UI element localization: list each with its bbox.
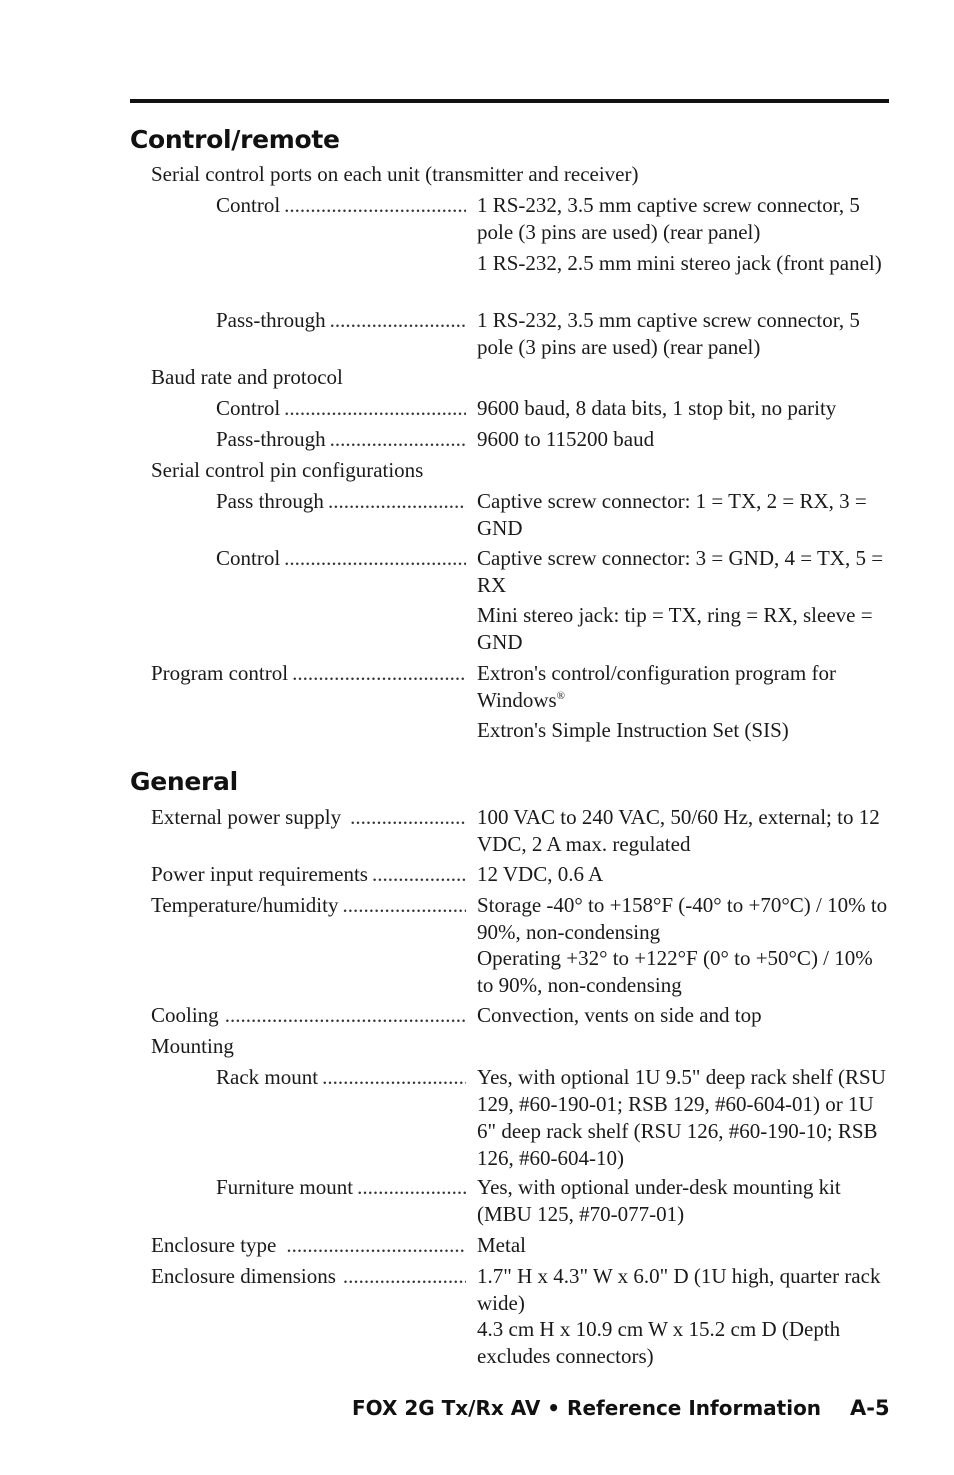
spec-value: 12 VDC, 0.6 A [477,862,604,886]
spec-value: Metal [477,1233,526,1257]
spec-label: Pass through [216,489,324,513]
spec-value: 9600 to 115200 baud [477,427,655,451]
spec-label: Control [216,546,281,570]
spec-value: Operating +32° to +122°F (0° to +50°C) / 10% to 90%, non-condensing [477,946,873,997]
spec-value: Extron's Simple Instruction Set (SIS) [477,718,789,742]
spec-value: Storage -40° to +158°F (-40° to +70°C) / 10% to 90%, non-condensing [477,893,888,944]
spec-label: Power input requirements [151,862,368,886]
spec-label: External power supply [151,805,342,829]
spec-label: Pass-through [216,308,326,332]
footer-title: FOX 2G Tx/Rx AV • Reference Information [352,1396,822,1420]
top-rule [130,99,889,103]
spec-value: Convection, vents on side and top [477,1003,762,1027]
spec-value: 1 RS-232, 2.5 mm mini stereo jack (front panel) [477,251,882,275]
spec-value: Mini stereo jack: tip = TX, ring = RX, sleeve = GND [477,603,873,654]
spec-value: 1.7" H x 4.3" W x 6.0" D (1U high, quarter rack wide) [477,1264,881,1315]
baud-label: Baud rate and protocol [151,365,343,389]
spec-label: Program control [151,661,289,685]
spec-label: Rack mount [216,1065,319,1089]
spec-label: Control [216,193,281,217]
spec-label: Temperature/humidity [151,893,339,917]
spec-label: Enclosure type [151,1233,277,1257]
mounting-label: Mounting [151,1034,234,1058]
registered-mark: ® [556,690,566,702]
spec-value: Extron's control/configuration program for Windows® [477,661,836,712]
serial-ports-label: Serial control ports on each unit (transmitter and receiver) [151,162,639,186]
spec-label: Enclosure dimensions [151,1264,336,1288]
pin-config-label: Serial control pin configurations [151,458,424,482]
spec-value: 1 RS-232, 3.5 mm captive screw connector, 5 pole (3 pins are used) (rear panel) [477,308,860,359]
section-heading-control-remote: Control/remote [130,125,340,154]
page-number: A-5 [850,1396,890,1420]
spec-value: Captive screw connector: 1 = TX, 2 = RX, 3 = GND [477,489,867,540]
spec-label: Furniture mount [216,1175,354,1199]
spec-value: 4.3 cm H x 10.9 cm W x 15.2 cm D (Depth excludes connectors) [477,1317,841,1368]
spec-value: 1 RS-232, 3.5 mm captive screw connector, 5 pole (3 pins are used) (rear panel) [477,193,860,244]
spec-value: Yes, with optional 1U 9.5" deep rack shelf (RSU 129, #60-190-01; RSB 129, #60-604-01) or 1U 6" deep rack shelf (RSU 126, #60-190-10; RSB 126, #60-604-10) [477,1065,886,1170]
spec-value: 9600 baud, 8 data bits, 1 stop bit, no parity [477,396,837,420]
spec-label: Cooling [151,1003,219,1027]
spec-label: Pass-through [216,427,326,451]
spec-value: 100 VAC to 240 VAC, 50/60 Hz, external; to 12 VDC, 2 A max. regulated [477,805,880,856]
spec-value: Yes, with optional under-desk mounting kit (MBU 125, #70-077-01) [477,1175,841,1226]
section-heading-general: General [130,767,238,796]
spec-row-control [0,192,954,246]
spec-value: Captive screw connector: 3 = GND, 4 = TX, 5 = RX [477,546,884,597]
spec-label: Control [216,396,281,420]
